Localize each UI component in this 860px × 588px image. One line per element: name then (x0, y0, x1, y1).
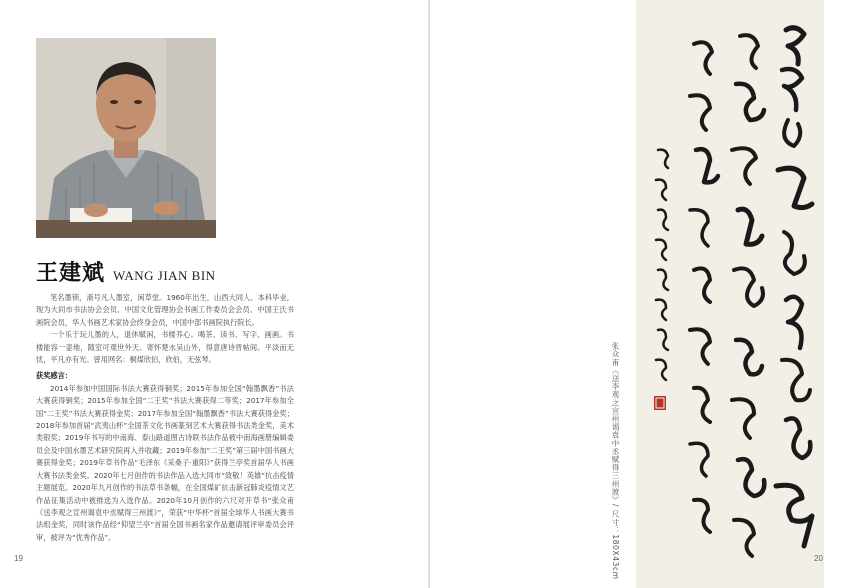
awards-paragraph: 2014年参加中国国际书法大赛获得铜奖；2015年参加全国“翰墨飘香”书法大赛获得铜奖；2015年参加全国“二王奖”书法大赛获得二等奖；2017年参加全国“二王奖”书法大赛获得金奖；2017年参加全国“翰墨飘香”书法大赛获得金奖；2018年参加首届“武夷山杯”全国茶文化书画篆刻艺术大赛获得书法类金奖，美术类银奖；2019年书写的中南海、泰山路道图古诗联书法作品被中南海画册编辑委员会及中国水墨艺术研究院再入并收藏；2019年参加“二王奖”第三届中国书画大赛获得金奖；2019年草书作品“毛泽东《采桑子·重阳》”获得兰亭奖首届华人书画大赛书法类金奖。2020年七月创作的书法作品入选大同市“致敬！英雄”抗击疫情主题展览。2020年九月创作的书法草书条幅，在全国煤矿抗击新冠肺炎疫情文艺作品征集活动中被推选为入选作品。2020年10月创作的六尺对开草书“张众甫《送李观之宣州谒袁中丞赋得三州渡》”，荣获“中华杯”首届全球华人书画大赛书法组金奖，同时该作品经“仰望兰亭”首届全国书画名家作品邀请展评审委员会评审，被评为“优秀作品”。 (36, 383, 294, 542)
bio-paragraph: 笔名墨锁，斋号凡人墨室，闲草堂。1960年出生，山西大同人。本科毕业，现为大同市书法协会会员、中国文化管理协会书画工作委员会会员、中国王氏书画院会员，华人书画艺术家协会终身会员，中国中部书画院执行院长。 (36, 293, 294, 327)
page-number-right: 20 (814, 554, 823, 563)
artist-name-chinese: 王建斌 (36, 260, 106, 286)
page-number-left: 19 (14, 554, 23, 563)
artist-name-english: WANG JIAN BIN (113, 268, 216, 283)
calligraphy-artwork (636, 0, 824, 588)
calligraphy-scroll (636, 0, 824, 588)
artwork-caption: 张众甫《送李观之宣州谒袁中丞赋得三州渡》/ 尺寸：180X43cm (611, 342, 620, 580)
artist-name-row (36, 256, 216, 286)
bio-paragraph: 一个乐于玩儿墨的人，退休赋闲，书楼养心。喝茶、读书、写字、画画。书楼能容一壶地，随室可观世外天。寄怀楚水吴山外，得意唐诗晋帖间。平淡而无忧，平凡亦有光。曾用网名：桐煤欣伯，欣伯，无弦琴。 (36, 330, 294, 365)
artist-portrait (36, 38, 216, 238)
awards-heading: 获奖感言： (36, 371, 72, 381)
portrait-image (36, 38, 216, 238)
artist-biography (36, 292, 294, 544)
